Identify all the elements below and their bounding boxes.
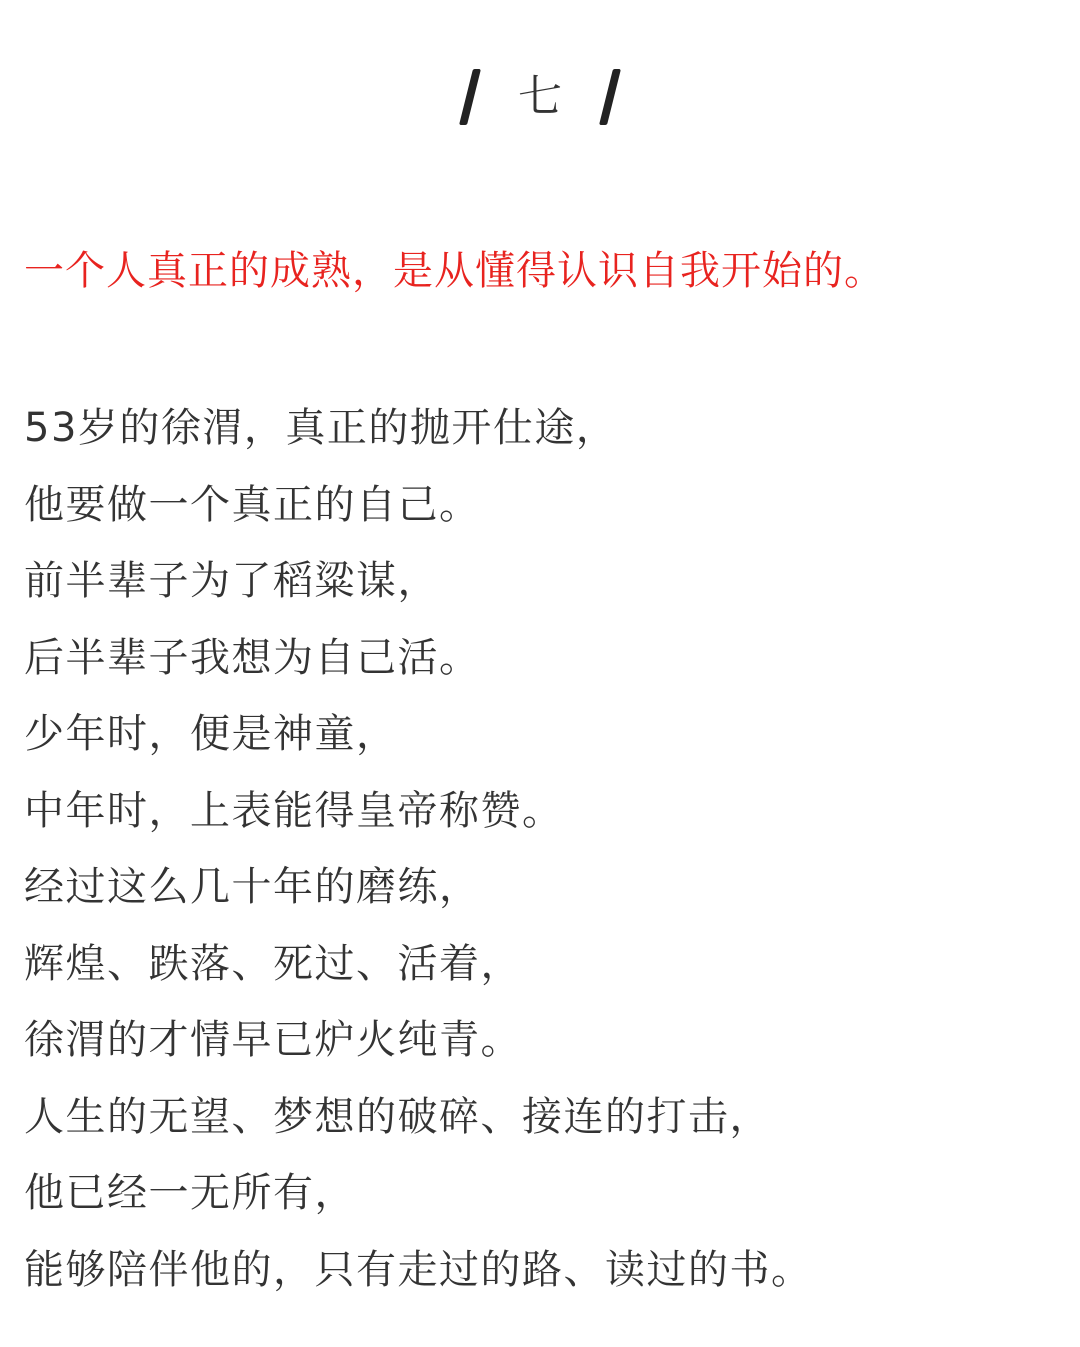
highlight-quote: 一个人真正的成熟，是从懂得认识自我开始的。 <box>24 248 885 294</box>
text-line: 辉煌、跌落、死过、活着， <box>24 940 522 987</box>
text-line: 53岁的徐渭，真正的抛开仕途， <box>24 405 618 451</box>
text-line: 人生的无望、梦想的破碎、接连的打击， <box>24 1093 771 1140</box>
section-number: 七 <box>518 71 562 122</box>
text-line: 少年时，便是神童， <box>24 711 398 757</box>
text-line: 徐渭的才情早已炉火纯青。 <box>24 1017 522 1063</box>
right-slash-divider <box>599 69 621 125</box>
body-text <box>24 390 813 1308</box>
section-header <box>0 62 1080 132</box>
text-line: 前半辈子为了稻粱谋， <box>24 558 439 604</box>
text-line: 他要做一个真正的自己。 <box>24 481 481 528</box>
text-line: 后半辈子我想为自己活。 <box>24 634 481 681</box>
text-line: 能够陪伴他的，只有走过的路、读过的书。 <box>24 1246 813 1293</box>
left-slash-divider <box>459 69 481 125</box>
text-line: 他已经一无所有， <box>24 1170 356 1216</box>
text-line: 经过这么几十年的磨练， <box>24 864 481 910</box>
text-line: 中年时，上表能得皇帝称赞。 <box>24 787 564 834</box>
